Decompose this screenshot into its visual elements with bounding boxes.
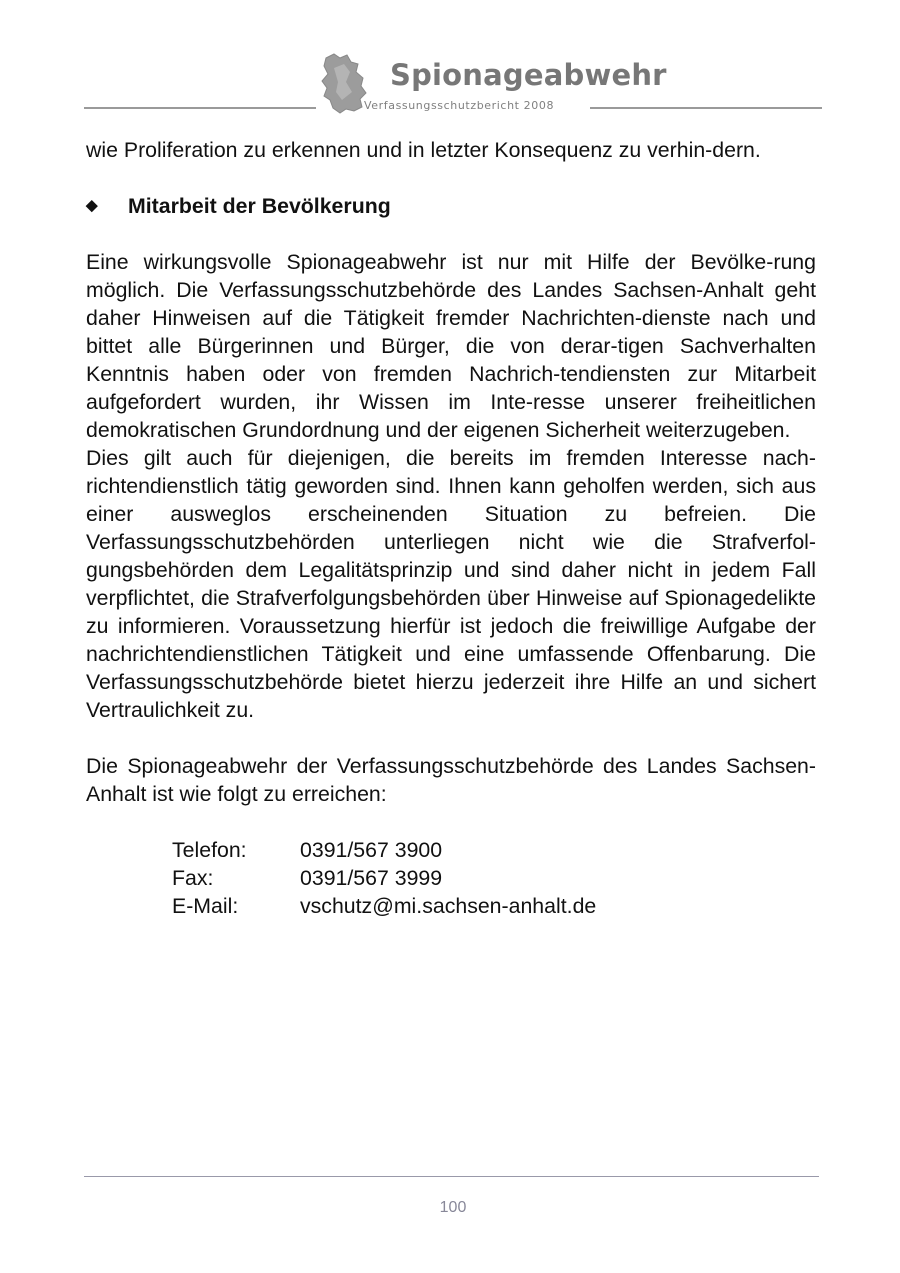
page-number: 100: [439, 1199, 467, 1216]
body-paragraph-2: Dies gilt auch für diejenigen, die bereits im fremden Interesse nach-richtendienstlich tätig geworden sind. Ihnen kann geholfen werden, sich aus einer ausweglos erscheinenden Situation zu befreien. Die Verfassungsschutzbehörden unterliegen nicht wie die Strafverfol-gungsbehörden dem Legalitätsprinzip und sind daher nicht in jedem Fall verpflichtet, die Strafverfolgungsbehörden über Hinweise auf Spionagedelikte zu informieren. Voraussetzung hierfür ist jedoch die freiwillige Aufgabe der nachrichtendienstlichen Tätigkeit und eine umfassende Offenbarung. Die Verfassungsschutzbehörde bietet hierzu jederzeit ihre Hilfe an und sichert Vertraulichkeit zu.: [86, 446, 816, 722]
fax-label: Fax:: [172, 866, 214, 890]
page-header: [84, 52, 822, 116]
header-title: Spionageabwehr: [390, 58, 667, 92]
fax-value: 0391/567 3999: [300, 866, 443, 890]
footer-rule: [84, 1176, 819, 1177]
header-rule-right: [590, 107, 822, 109]
diamond-bullet-icon: ◆: [86, 197, 98, 214]
header-subtitle: Verfassungsschutzbericht 2008: [364, 99, 555, 112]
email-label: E-Mail:: [172, 894, 239, 918]
page-body: [86, 136, 816, 920]
contact-row-phone: [172, 836, 816, 864]
body-paragraph-3: Die Spionageabwehr der Verfassungsschutzbehörde des Landes Sachsen-Anhalt ist wie folgt zu erreichen:: [86, 754, 816, 806]
phone-value: 0391/567 3900: [300, 838, 443, 862]
phone-label: Telefon:: [172, 838, 247, 862]
contact-row-fax: [172, 864, 816, 892]
contact-row-email: [172, 892, 816, 920]
contact-block: [172, 836, 816, 920]
section-heading: [86, 192, 816, 220]
body-paragraph-1: Eine wirkungsvolle Spionageabwehr ist nur mit Hilfe der Bevölke-rung möglich. Die Verfassungsschutzbehörde des Landes Sachsen-Anhalt geht daher Hinweisen auf die Tätigkeit fremder Nachrichten-dienste nach und bittet alle Bürgerinnen und Bürger, die von derar-tigen Sachverhalten Kenntnis haben oder von fremden Nachrich-tendiensten zur Mitarbeit aufgefordert wurden, ihr Wissen im Inte-resse unserer freiheitlichen demokratischen Grundordnung und der eigenen Sicherheit weiterzugeben.: [86, 250, 816, 442]
intro-paragraph: wie Proliferation zu erkennen und in letzter Konsequenz zu verhin-dern.: [86, 138, 761, 162]
header-rule-left: [84, 107, 316, 109]
sachsen-anhalt-map-icon: [320, 52, 368, 114]
email-value: vschutz@mi.sachsen-anhalt.de: [300, 894, 597, 918]
section-heading-text: Mitarbeit der Bevölkerung: [128, 194, 391, 218]
